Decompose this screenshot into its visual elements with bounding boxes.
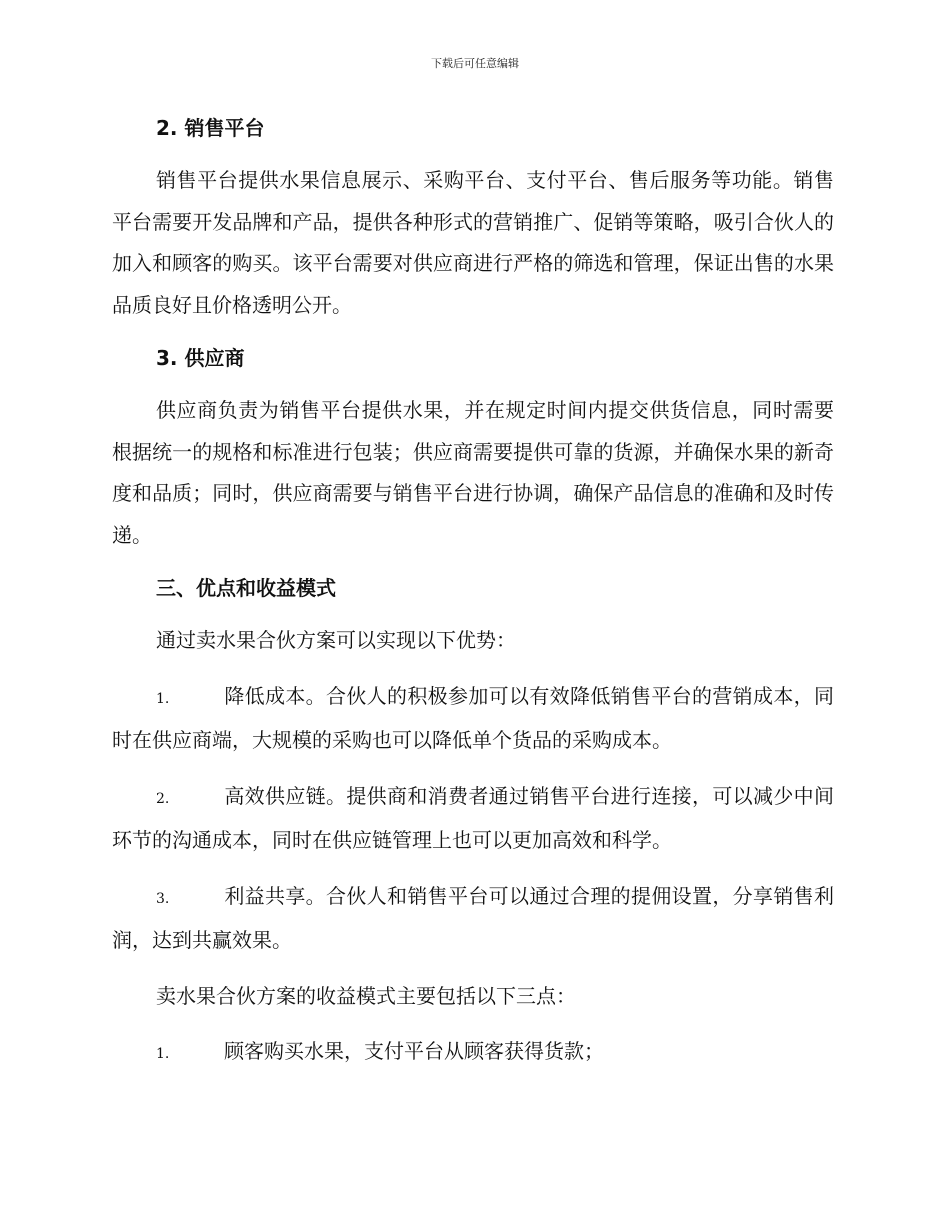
list-text: 利益共享。合伙人和销售平台可以通过合理的提佣设置，分享销售利润，达到共赢效果。 xyxy=(112,883,834,952)
list-text: 顾客购买水果，支付平台从顾客获得货款； xyxy=(224,1039,604,1063)
list-number: 2. xyxy=(156,790,170,807)
heading-sales-platform: 2. 销售平台 xyxy=(156,116,265,140)
list-item xyxy=(112,876,834,962)
heading-advantages: 三、优点和收益模式 xyxy=(156,576,336,600)
paragraph-revenue-intro: 卖水果合伙方案的收益模式主要包括以下三点： xyxy=(156,983,576,1008)
list-number: 1. xyxy=(156,1046,170,1062)
list-number: 1. xyxy=(156,690,170,707)
paragraph-sales-platform: 销售平台提供水果信息展示、采购平台、支付平台、售后服务等功能。销售平台需要开发品牌和产品，提供各种形式的营销推广、促销等策略，吸引合伙人的加入和顾客的购买。该平台需要对供应商进行严格的筛选和管理，保证出售的水果品质良好且价格透明公开。 xyxy=(112,168,834,317)
list-number: 3. xyxy=(156,890,170,907)
list-item xyxy=(112,1031,834,1076)
list-text: 高效供应链。提供商和消费者通过销售平台进行连接，可以减少中间环节的沟通成本，同时在供应链管理上也可以更加高效和科学。 xyxy=(112,783,834,852)
list-text: 降低成本。合伙人的积极参加可以有效降低销售平台的营销成本，同时在供应商端，大规模的采购也可以降低单个货品的采购成本。 xyxy=(112,683,834,752)
header-note: 下载后可任意编辑 xyxy=(431,57,519,70)
heading-supplier: 3. 供应商 xyxy=(156,346,245,370)
paragraph-supplier: 供应商负责为销售平台提供水果，并在规定时间内提交供货信息，同时需要根据统一的规格和标准进行包装；供应商需要提供可靠的货源，并确保水果的新奇度和品质；同时，供应商需要与销售平台进行协调，确保产品信息的准确和及时传递。 xyxy=(112,398,834,547)
paragraph-advantages-intro: 通过卖水果合伙方案可以实现以下优势： xyxy=(156,628,516,652)
list-item xyxy=(112,776,834,862)
document-body xyxy=(112,108,834,1076)
list-item xyxy=(112,676,834,762)
